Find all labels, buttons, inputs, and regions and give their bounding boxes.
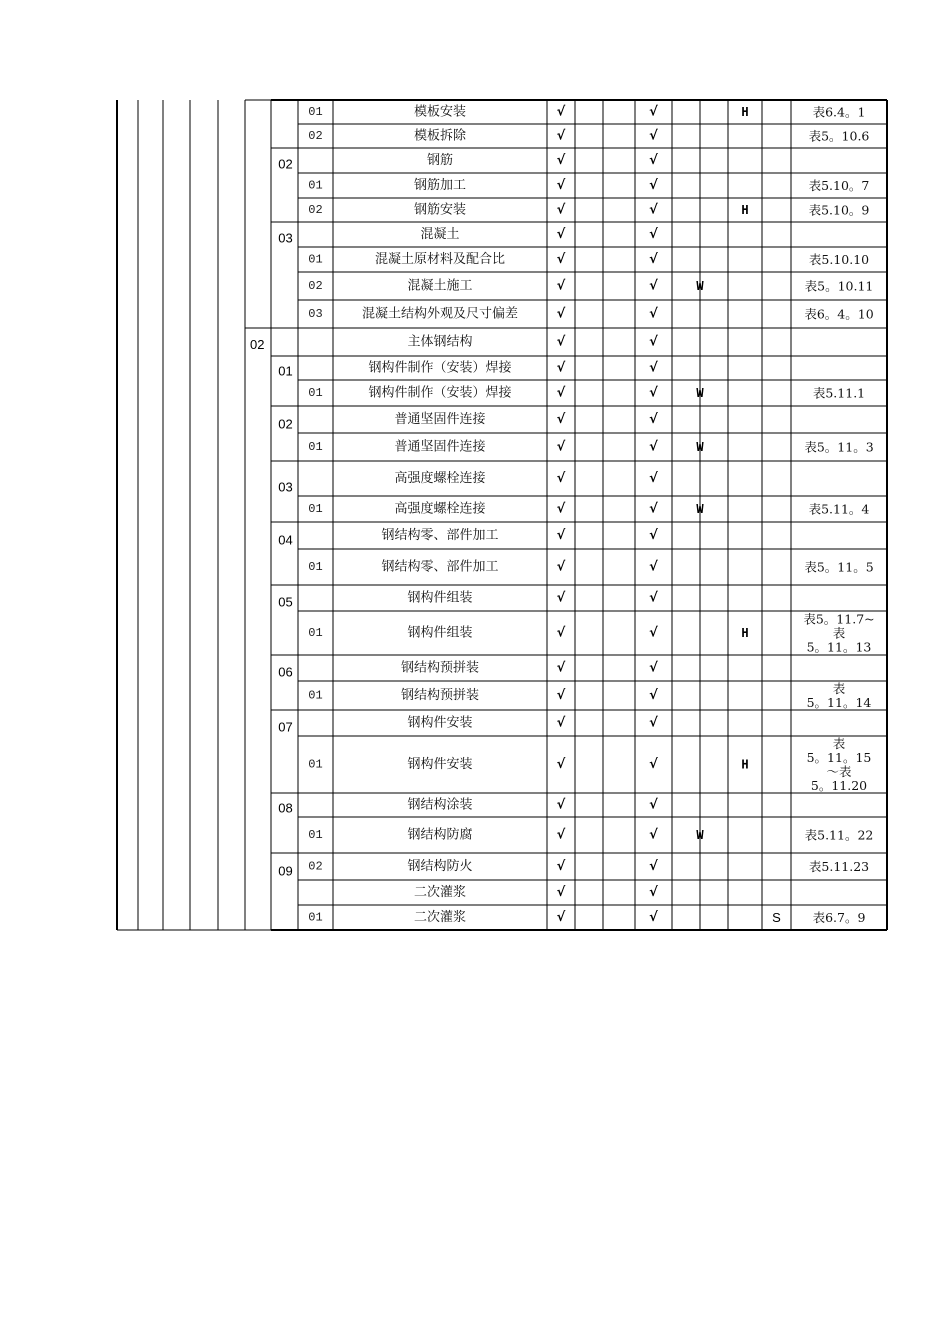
check-mark: √ <box>649 178 658 193</box>
standard-reference: 表5.10。7 <box>808 178 870 193</box>
item-name: 混凝土施工 <box>407 278 473 294</box>
check-mark: √ <box>556 625 566 641</box>
check-mark: √ <box>556 797 566 813</box>
check-mark: √ <box>556 827 566 843</box>
item-name: 钢结构预拼装 <box>400 660 480 676</box>
item-name: 钢结构涂装 <box>407 797 473 813</box>
check-mark: √ <box>649 471 658 486</box>
check-mark: √ <box>649 559 658 575</box>
check-mark: √ <box>649 306 658 322</box>
standard-reference: 5。11。13 <box>806 639 872 655</box>
check-mark: √ <box>556 128 566 144</box>
check-mark: √ <box>556 153 566 168</box>
group-code: 09 <box>278 863 293 879</box>
group-code: 05 <box>278 594 293 610</box>
item-code: 02 <box>308 279 323 293</box>
item-name: 普通坚固件连接 <box>394 439 486 455</box>
item-name: 钢筋安装 <box>413 202 467 218</box>
check-mark: √ <box>649 757 658 772</box>
witness-point-mark: W <box>696 440 704 454</box>
hold-point-mark: H <box>741 203 749 217</box>
check-mark: √ <box>649 334 658 350</box>
check-mark: √ <box>556 306 566 322</box>
check-mark: √ <box>649 859 658 874</box>
standard-reference: 表5.10。9 <box>808 202 870 218</box>
section-code: 02 <box>250 337 265 352</box>
item-name: 钢结构零、部件加工 <box>381 528 499 543</box>
group-code: 08 <box>278 800 293 816</box>
item-code: 01 <box>308 178 323 193</box>
check-mark: √ <box>649 202 658 218</box>
item-code: 01 <box>308 688 323 703</box>
check-mark: √ <box>649 385 658 401</box>
item-name: 钢结构零、部件加工 <box>381 559 499 575</box>
check-mark: √ <box>556 559 566 575</box>
hold-point-mark: H <box>741 105 749 119</box>
check-mark: √ <box>649 715 658 731</box>
item-code: 01 <box>308 757 323 772</box>
standard-reference: 表6.7。9 <box>812 910 866 925</box>
check-mark: √ <box>556 412 566 427</box>
standard-reference: 表5.10.10 <box>808 252 870 267</box>
standard-reference: 表5。11.7~ <box>803 611 875 627</box>
check-mark: √ <box>649 688 658 703</box>
item-name: 钢构件组装 <box>407 625 473 641</box>
check-mark: √ <box>556 910 566 925</box>
item-code: 01 <box>308 386 323 400</box>
item-code: 01 <box>308 252 323 267</box>
check-mark: √ <box>556 202 566 218</box>
item-name: 高强度螺栓连接 <box>394 471 486 486</box>
group-code: 03 <box>278 479 293 495</box>
standard-reference: 表 <box>832 736 846 751</box>
item-code: 02 <box>308 859 323 874</box>
item-name: 二次灌浆 <box>413 885 467 900</box>
check-mark: √ <box>649 590 658 606</box>
check-mark: √ <box>649 885 658 900</box>
witness-point-mark: W <box>696 386 704 400</box>
item-name: 混凝土结构外观及尺寸偏差 <box>361 306 519 322</box>
standard-reference: 表5。11。3 <box>804 439 874 455</box>
standard-reference: ～表 <box>826 764 852 779</box>
item-name: 钢筋 <box>426 153 454 168</box>
check-mark: √ <box>649 227 658 242</box>
item-code: 01 <box>308 626 323 640</box>
item-code: 01 <box>308 502 323 516</box>
standard-reference: 表5.11。22 <box>804 827 874 843</box>
item-name: 主体钢结构 <box>407 334 473 350</box>
check-mark: √ <box>556 360 566 376</box>
item-code: 02 <box>308 129 323 143</box>
item-name: 模板安装 <box>413 104 467 120</box>
check-mark: √ <box>556 252 566 267</box>
check-mark: √ <box>556 688 566 703</box>
item-name: 钢构件安装 <box>407 715 473 731</box>
standard-reference: 5。11。15 <box>806 750 872 765</box>
standard-reference: 表6。4。10 <box>804 306 874 322</box>
witness-point-mark: W <box>696 828 704 842</box>
witness-point-mark: W <box>696 502 704 516</box>
standard-reference: 表5.11.23 <box>808 859 870 874</box>
item-name: 二次灌浆 <box>413 910 467 925</box>
check-mark: √ <box>649 153 658 168</box>
standard-reference: 表 <box>832 625 846 641</box>
check-mark: √ <box>649 439 658 455</box>
group-code: 04 <box>278 532 293 548</box>
item-name: 钢构件安装 <box>407 757 473 772</box>
standby-point-mark: S <box>772 910 781 925</box>
table-cells <box>278 104 874 926</box>
check-mark: √ <box>649 360 658 376</box>
standard-reference: 表5。11。5 <box>804 559 874 575</box>
check-mark: √ <box>556 439 566 455</box>
table-grid <box>117 100 887 930</box>
group-code: 02 <box>278 416 293 432</box>
item-name: 混凝土 <box>420 227 460 242</box>
standard-reference: 5。11.20 <box>810 778 868 793</box>
item-code: 01 <box>308 910 323 925</box>
check-mark: √ <box>556 334 566 350</box>
item-code: 01 <box>308 828 323 842</box>
item-name: 模板拆除 <box>413 128 467 144</box>
item-name: 钢构件组装 <box>407 590 473 606</box>
item-name: 钢结构预拼装 <box>400 688 480 703</box>
item-name: 钢结构防火 <box>407 859 473 874</box>
item-name: 钢筋加工 <box>413 178 467 193</box>
item-code: 01 <box>308 105 323 119</box>
item-name: 钢结构防腐 <box>407 827 473 843</box>
standard-reference: 表5.11.1 <box>812 385 866 401</box>
check-mark: √ <box>649 528 658 543</box>
check-mark: √ <box>649 827 658 843</box>
check-mark: √ <box>649 412 658 427</box>
witness-point-mark: W <box>696 279 704 293</box>
hold-point-mark: H <box>741 626 749 640</box>
check-mark: √ <box>556 471 566 486</box>
check-mark: √ <box>556 590 566 606</box>
check-mark: √ <box>556 757 566 772</box>
group-code: 01 <box>278 363 293 379</box>
standard-reference: 表5。10.6 <box>808 128 870 144</box>
item-name: 混凝土原材料及配合比 <box>374 252 506 267</box>
check-mark: √ <box>649 625 658 641</box>
group-code: 07 <box>278 719 293 735</box>
check-mark: √ <box>556 385 566 401</box>
item-code: 01 <box>308 440 323 454</box>
item-code: 02 <box>308 203 323 217</box>
check-mark: √ <box>556 715 566 731</box>
check-mark: √ <box>649 104 658 120</box>
standard-reference: 表5.11。4 <box>808 501 870 517</box>
check-mark: √ <box>556 501 566 517</box>
group-code: 03 <box>278 230 293 246</box>
item-name: 钢构件制作（安装）焊接 <box>368 385 512 401</box>
hold-point-mark: H <box>741 757 749 772</box>
standard-reference: 表6.4。1 <box>812 104 866 120</box>
item-name: 钢构件制作（安装）焊接 <box>368 360 512 376</box>
check-mark: √ <box>556 859 566 874</box>
check-mark: √ <box>649 910 658 925</box>
check-mark: √ <box>649 797 658 813</box>
item-code: 01 <box>308 560 323 574</box>
check-mark: √ <box>649 128 658 144</box>
item-code: 03 <box>308 307 323 321</box>
check-mark: √ <box>556 660 566 676</box>
standard-reference: 表 <box>832 681 846 696</box>
check-mark: √ <box>556 885 566 900</box>
standard-reference: 5。11。14 <box>806 695 872 710</box>
check-mark: √ <box>556 528 566 543</box>
group-code: 06 <box>278 664 293 680</box>
check-mark: √ <box>556 104 566 120</box>
group-code: 02 <box>278 156 293 172</box>
check-mark: √ <box>556 227 566 242</box>
item-name: 高强度螺栓连接 <box>394 501 486 517</box>
standard-reference: 表5。10.11 <box>804 278 874 294</box>
check-mark: √ <box>556 178 566 193</box>
item-name: 普通坚固件连接 <box>394 412 486 427</box>
check-mark: √ <box>649 252 658 267</box>
check-mark: √ <box>556 278 566 294</box>
check-mark: √ <box>649 278 658 294</box>
check-mark: √ <box>649 660 658 676</box>
check-mark: √ <box>649 501 658 517</box>
